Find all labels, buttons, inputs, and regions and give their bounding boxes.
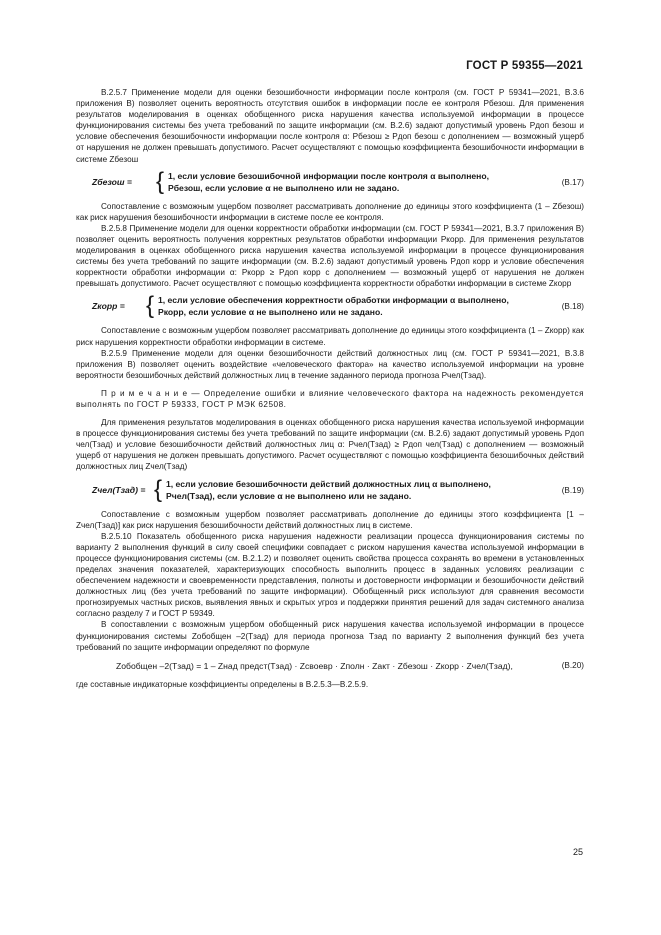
- formula-b17-number: (В.17): [561, 177, 584, 187]
- paragraph-b19-comparison: Сопоставление с возможным ущербом позволяет рассматривать дополнение до единицы этого коэффициента [1 – Zчел(Tзад)] как риск нарушения безошибочности действий должностных лиц в системе.: [76, 509, 584, 530]
- paragraph-b2510-formula-intro: В сопоставлении с возможным ущербом обобщенный риск нарушения качества используемой информации в процессе функционирования системы Zобобщен –2(Tзад) для периода прогноза Tзад по варианту 2 выполнения функций без учета требований по защите информации определяют по формуле: [76, 620, 584, 652]
- formula-b18-number: (В.18): [561, 302, 584, 312]
- note-paragraph: П р и м е ч а н и е — Определение ошибки и влияние человеческого фактора на надежность рекомендуется выполнять по ГОСТ Р 59333, ГОСТ Р МЭК 62508.: [76, 388, 584, 409]
- paragraph-b257: В.2.5.7 Применение модели для оценки безошибочности информации после контроля (см. ГОСТ Р 59341—2021, В.3.6 приложения В) позволяет оценить вероятность отсутствия ошибок в информации после ее контроля Pбезош. Для применения результатов моделирования в оценках обобщенного риска нарушения качества используемой информации в процессе функционирования системы без учета требований по защите информации (см. В.2.6) задают допустимый уровень Pдоп безош и условие обеспечения безошибочности информации после контроля α: Pбезош ≥ Pдоп безош с дополнением — возможный ущерб от нарушения не должен превышать допустимого. Расчет осуществляют с помощью коэффициента безошибочности информации в системе Zбезош: [76, 88, 584, 164]
- formula-b20-number: (В.20): [561, 660, 584, 670]
- formula-b19-lhs: Zчел(Tзад) =: [92, 484, 146, 495]
- formula-b18-case-2: Pкорр, если условие α не выполнено или не задано.: [158, 307, 383, 318]
- formula-b19-case-2: Pчел(Tзад), если условие α не выполнено или не задано.: [166, 490, 412, 501]
- formula-b18-cases: [158, 294, 509, 318]
- paragraph-b2510: В.2.5.10 Показатель обобщенного риска нарушения надежности реализации процесса функционирования системы по варианту 2 выполнения функций в силу своей специфики совпадает с риском нарушения качества используемой информации в процессе функционирования системы (см. В.2.1.2) и позволяет оценить свойства процесса сохранять во времени в установленных пределах значения показателей, характеризующих способность выполнить процесс в заданных условиях реализации с обеспечением надежности и своевременности представления, полноты и достоверности информации и безошибочности действий должностных лиц (без учета требований по защите информации). Обобщенный риск используют для сравнения весомости прогнозируемых частных рисков, выявления явных и скрытых угроз и поддержки принятия решений для задач системного анализа согласно разделу 7 и ГОСТ Р 59349.: [76, 531, 584, 619]
- formula-b18-brace: {: [146, 292, 155, 320]
- formula-b17-cases: [168, 170, 489, 194]
- formula-b19: [76, 477, 584, 505]
- formula-b19-brace: {: [154, 475, 163, 503]
- paragraph-b20-where: где составные индикаторные коэффициенты определены в В.2.5.3—В.2.5.9.: [76, 679, 369, 689]
- paragraph-b18-comparison: Сопоставление с возможным ущербом позволяет рассматривать дополнение до единицы этого коэффициента (1 – Zкорр) как риск нарушения корректности обработки информации в системе.: [76, 326, 584, 347]
- formula-b17-lhs: Zбезош =: [92, 176, 132, 187]
- formula-b18-case-1: 1, если условие обеспечения корректности обработки информации α выполнено,: [158, 295, 509, 306]
- paragraph-b258: В.2.5.8 Применение модели для оценки корректности обработки информации (см. ГОСТ Р 59341—2021, В.3.7 приложения В) позволяет оценить вероятность получения корректных результатов обработки информации Pкорр. Для применения результатов моделирования в оценках обобщенного риска нарушения качества используемой информации в процессе функционирования системы без учета требований по защите информации (см. В.2.6) задают допустимый уровень Pдоп корр и условие обеспечения корректности обработки информации α: Pкорр ≥ Pдоп корр с дополнением — возможный ущерб от нарушения не должен превышать допустимого. Расчет осуществляют с помощью коэффициента корректности обработки информации в системе Zкорр: [76, 223, 584, 289]
- formula-b19-number: (В.19): [561, 485, 584, 495]
- formula-b17: [76, 169, 584, 197]
- document-standard-header: ГОСТ Р 59355—2021: [466, 60, 583, 72]
- formula-b18: [76, 293, 584, 321]
- page-body: [76, 87, 584, 690]
- formula-b20: [76, 657, 584, 675]
- page-number: 25: [572, 847, 583, 857]
- formula-b19-case-1: 1, если условие безошибочности действий должностных лиц α выполнено,: [166, 478, 491, 489]
- paragraph-b259: В.2.5.9 Применение модели для оценки безошибочности действий должностных лиц (см. ГОСТ Р 59341—2021, В.3.8 приложения В) позволяет оценить воздействие «человеческого фактора» на качество используемой информации на уровне вероятности безошибочных действий должностных лиц в течение заданного периода прогноза Pчел(Tзад).: [76, 348, 584, 380]
- paragraph-b259-application: Для применения результатов моделирования в оценках обобщенного риска нарушения качества используемой информации в процессе функционирования системы без учета требований по защите информации (см. В.2.6) задают допустимый уровень Pдоп чел(Tзад) и условие безошибочности действий должностных лиц α: Pчел(Tзад) ≥ Pдоп чел(Tзад) с дополнением — возможный ущерб от нарушения не должен превышать допустимого. Расчет осуществляют с помощью коэффициента безошибочных действий должностных лиц Zчел(Tзад): [76, 418, 584, 472]
- formula-b19-cases: [166, 478, 491, 502]
- formula-b20-expression: Zобобщен –2(Tзад) = 1 – Zнад предст(Tзад) · Zсвоевр · Zполн · Zакт · Zбезош · Zкорр · Zчел(Tзад),: [116, 660, 513, 671]
- paragraph-b17-comparison: Сопоставление с возможным ущербом позволяет рассматривать дополнение до единицы этого коэффициента (1 – Zбезош) как риск нарушения безошибочности информации в системе после ее контроля.: [76, 201, 584, 222]
- formula-b17-case-2: Pбезош, если условие α не выполнено или не задано.: [168, 182, 400, 193]
- formula-b17-brace: {: [156, 167, 165, 195]
- formula-b17-case-1: 1, если условие безошибочной информации после контроля α выполнено,: [168, 170, 489, 181]
- formula-b18-lhs: Zкорр =: [92, 301, 125, 312]
